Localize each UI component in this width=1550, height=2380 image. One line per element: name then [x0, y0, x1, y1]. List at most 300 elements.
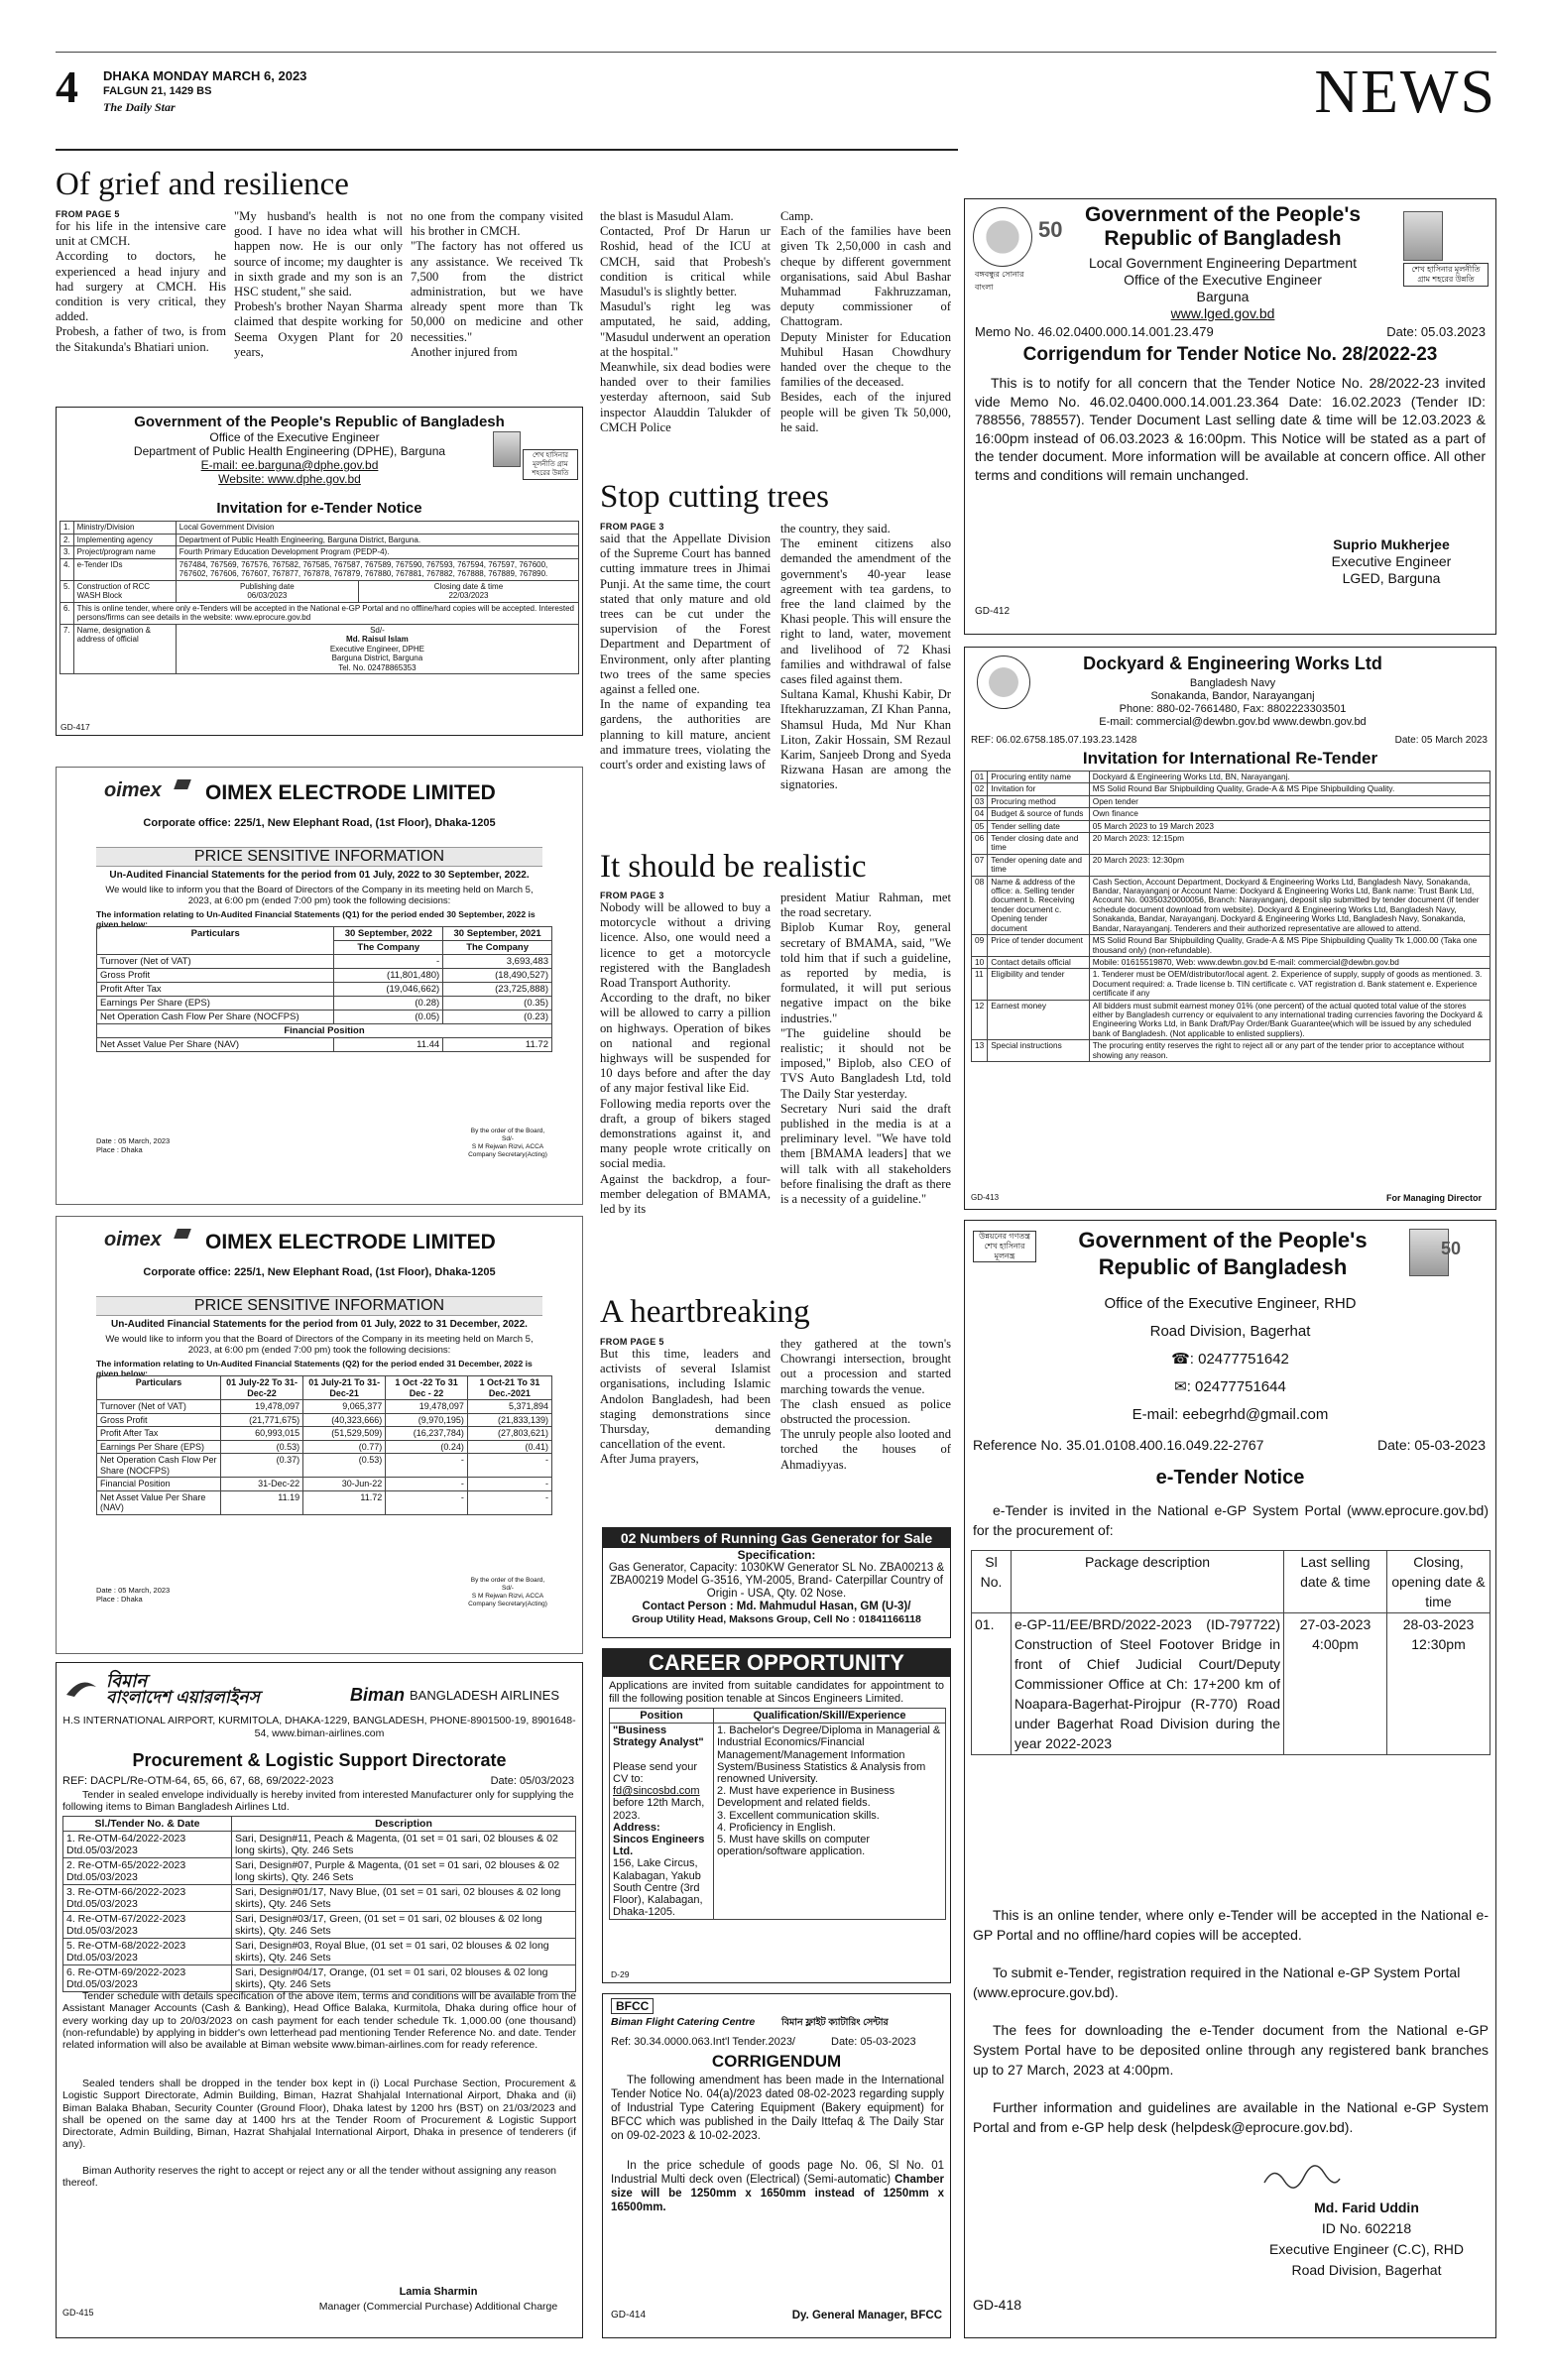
table-cell: (23,725,888): [443, 983, 552, 997]
table-row: [60, 534, 579, 546]
table-row: [972, 1000, 1490, 1040]
slogan-box: শেখ হাসিনার মূলনীতি গ্রাম শহরের উন্নতি: [1403, 263, 1489, 287]
org-name: Biman Flight Catering Centre: [611, 2016, 756, 2028]
signatory: Lamia Sharmin: [399, 2286, 478, 2298]
table-cell: 13: [972, 1040, 988, 1062]
table-cell: Turnover (Net of VAT): [97, 1400, 221, 1414]
table-cell: -: [386, 1478, 468, 1491]
fifty-logo-icon: 50: [1038, 217, 1063, 242]
table-row: [97, 1478, 552, 1491]
dockyard-logo-icon: [977, 655, 1030, 709]
table-row: [97, 1454, 552, 1478]
ref: Ref: 30.34.0000.063.Int'l Tender.2023/: [611, 2036, 795, 2048]
table-cell: e-Tender IDs: [73, 558, 176, 580]
ad-title: Government of the People's Republic of Bangladesh: [134, 414, 505, 430]
table-cell: Procuring method: [988, 795, 1090, 807]
table-cell: 4.: [60, 558, 74, 580]
ad-code: GD-417: [60, 722, 90, 732]
table-cell: (9,970,195): [386, 1413, 468, 1427]
table-row: [63, 1939, 576, 1965]
table-row: [63, 1965, 576, 1992]
table-cell: Implementing agency: [73, 534, 176, 546]
intro: Tender in sealed envelope individually is hereby invited from interested Manufacturer only for supplying the following items to Biman Bangladesh Airlines Ltd.: [62, 1789, 574, 1813]
table-row: [97, 1413, 552, 1427]
signature-block: Suprio Mukherjee Executive Engineer LGED, Barguna: [1331, 536, 1452, 586]
table-cell: 19,478,097: [386, 1400, 468, 1414]
company-address: Bangladesh Navy Sonakanda, Bandor, Narayanganj Phone: 880-02-7661480, Fax: 8802223303501 E-mail: commercial@dewbn.gov.bd www.dewbn.gov.bd: [1099, 677, 1367, 728]
table-cell: Gross Profit: [97, 969, 334, 983]
table-cell: 20 March 2023: 12:15pm: [1089, 833, 1490, 855]
table-cell: Fourth Primary Education Development Program (PEDP-4).: [176, 546, 578, 559]
table-row: [63, 1912, 576, 1939]
table-cell: 05: [972, 820, 988, 832]
table-cell: Dockyard & Engineering Works Ltd, BN, Narayanganj.: [1089, 772, 1490, 783]
table-row: [97, 983, 552, 997]
table-cell: -: [386, 1454, 468, 1478]
table-cell: (0.05): [334, 1011, 443, 1024]
headline-grief: Of grief and resilience: [56, 167, 349, 202]
table-cell: Ministry/Division: [73, 522, 176, 535]
table-row: [972, 808, 1490, 820]
table-cell: 03: [972, 795, 988, 807]
table-cell: Project/program name: [73, 546, 176, 559]
table-row: [60, 522, 579, 535]
oimex-q1-ad: [56, 767, 583, 1205]
gov-title: Government of the People's Republic of Bangladesh: [1078, 1228, 1368, 1279]
biman-brand-sub: BANGLADESH AIRLINES: [410, 1688, 559, 1703]
signature-scribble-icon: [1262, 2163, 1342, 2193]
portrait-icon: [493, 431, 521, 467]
table-cell: 09: [972, 935, 988, 957]
table-cell: (0.23): [443, 1011, 552, 1024]
table-row: 7. Name, designation & address of official Sd/- Md. Raisul Islam Executive Engineer, DPHE Barguna District, Barguna Tel. No. 02478865353: [60, 624, 579, 674]
table-cell: Mobile: 01615519870, Web: www.dewbn.gov.bd E-mail: commercial@dewbn.gov.bd: [1089, 956, 1490, 968]
table-cell: -: [334, 955, 443, 969]
office: Office of the Executive Engineer, RHD Road Division, Bagerhat ☎: 02477751642 ✉: 02477751644 E-mail: eebegrhd@gmail.com: [1104, 1295, 1357, 1423]
signatory-title: Manager (Commercial Purchase) Additional Charge: [318, 2301, 558, 2313]
memo: Memo No. 46.02.0400.000.14.001.23.479: [975, 324, 1214, 339]
table-cell: (0.35): [443, 997, 552, 1011]
office-address: Corporate office: 225/1, New Elephant Road, (1st Floor), Dhaka-1205: [143, 1266, 496, 1278]
fifty-logo-icon: 50: [1441, 1239, 1462, 1258]
dock-table: [971, 771, 1490, 1062]
table-cell: 11.72: [303, 1490, 386, 1514]
table-cell: Tender selling date: [988, 820, 1090, 832]
oimex2-table: Particulars 01 July-22 To 31-Dec-22 01 July-21 To 31-Dec-21 1 Oct -22 To 31 Dec - 22 1 Oct-21 To 31 Dec.-2021 Turnover (Net of VAT) 19,478,097 9,065,377 19,478,097 5,371,894 Gross Profit (21,771,675) (40,323,666) (9,970,195) (21,833,139) Profit After Tax 60,993,015 (51,529,509) (16,237,784) (27,803,621) Earnings Per Share (EPS) (0.53) (0.77) (0.24) (0.41) Net Operation Cash Flow Per Share (NOCFPS) (0.37) (0.53) - - Financial Position 31-Dec-22 30-Jun-22 - - Net Asset Value Per Share (NAV) 11.19 11.72 - -: [96, 1375, 552, 1515]
table-cell: 1. Re-OTM-64/2022-2023 Dtd.05/03/2023: [63, 1832, 232, 1858]
table-cell: Profit After Tax: [97, 983, 334, 997]
kicker: FROM PAGE 3: [600, 522, 664, 532]
table-cell: (11,801,480): [334, 969, 443, 983]
story2-col2: [780, 522, 951, 794]
oimex-q2-ad: [56, 1216, 583, 1654]
qualification-item: 2. Must have experience in Business Development and related fields.: [717, 1785, 895, 1810]
table-cell: 12: [972, 1000, 988, 1040]
kicker: FROM PAGE 5: [56, 209, 120, 219]
table-cell: Sari, Design#03, Royal Blue, (01 set = 01 sari, 02 blouses & 02 long skirts), Qty. 246 Sets: [232, 1939, 576, 1965]
lged-corrigendum-ad: [964, 198, 1496, 635]
notice-title: CORRIGENDUM: [711, 2052, 842, 2071]
ad-code: GD-418: [973, 2297, 1022, 2313]
table-cell: Profit After Tax: [97, 1427, 221, 1441]
table-row: [972, 833, 1490, 855]
qualification-item: 3. Excellent communication skills.: [717, 1809, 880, 1822]
qualification-item: 5. Must have skills on computer operation/software application.: [717, 1834, 871, 1858]
ad-email[interactable]: E-mail: ee.barguna@dphe.gov.bd: [200, 458, 379, 472]
para: In the price schedule of goods page No. 06, Sl No. 01 Industrial Multi deck oven (Electrical) (Semi-automatic) Chamber size will be 1250mm x 1650mm instead of 1250mm x 16500mm.: [611, 2160, 944, 2213]
spec-text: Gas Generator, Capacity: 1030KW Generator SL No. ZBA00213 & ZBA00219 Model G-3516, YM-2005, Brand- Caterpillar Country of Origin - USA, Qty. 02 Nose.: [608, 1562, 945, 1600]
bangladesh-emblem-icon: [973, 207, 1032, 267]
ad-website[interactable]: Website: www.dphe.gov.bd: [218, 472, 361, 486]
table-cell: Name & address of the office: a. Selling tender document b. Receiving tender document c. Opening tender document: [988, 876, 1090, 934]
signature-block: By the order of the Board, Sd/- S M Rejwan Rizvi, ACCA Company Secretary(Acting): [468, 1128, 547, 1158]
career-table: Position Qualification/Skill/Experience "Business Strategy Analyst" Please send your CV to: fd@sincosbd.com before 12th March, 2023. Address: Sincos Engineers Ltd. 156, Lake Circus, Kalabagan, Yakub South Centre (3rd Floor), Kalabagan, Dhaka-1205. 1. Bachelor's Degree/Diploma in Managerial & Industrial Economics/Financial Management/Management Information System/Business Statistics & Analysis from renowned University. 2. Must have experience in Business Development and related fields. 3. Excellent communication skills. 4. Proficiency in English. 5. Must have skills on computer operation/software application.: [609, 1708, 946, 1920]
ad-code: GD-415: [62, 2308, 94, 2318]
table-cell: Earnings Per Share (EPS): [97, 997, 334, 1011]
career-ad: [602, 1648, 951, 1983]
table-cell: 31-Dec-22: [221, 1478, 303, 1491]
contact: Contact Person : Md. Mahmudul Hasan, GM (U-3)/: [642, 1601, 911, 1612]
table-cell: (0.41): [467, 1440, 551, 1454]
table-cell: 6. Re-OTM-69/2022-2023 Dtd.05/03/2023: [63, 1965, 232, 1992]
table-row: 5. Construction of RCC WASH Block Publishing date 06/03/2023 Closing date & time 22/03/2023: [60, 580, 579, 602]
table-cell: The procuring entity reserves the right to reject all or any part of the tender prior to acceptance without showing any reason.: [1089, 1040, 1490, 1062]
table-cell: -: [386, 1490, 468, 1514]
table-cell: Earnest money: [988, 1000, 1090, 1040]
contact-phone: Group Utility Head, Maksons Group, Cell No : 01841166118: [632, 1613, 921, 1625]
meeting-note: We would like to inform you that the Board of Directors of the Company in its meeting held on March 5, 2023, at 6:00 pm (ended 7:00 pm) took the following decisions:: [105, 1334, 534, 1356]
table-row: [60, 558, 579, 580]
table-cell: (0.53): [221, 1440, 303, 1454]
story4-col1: [600, 1337, 771, 1469]
table-row: [972, 772, 1490, 783]
table-cell: Turnover (Net of VAT): [97, 955, 334, 969]
kicker: FROM PAGE 5: [600, 1337, 664, 1347]
table-row: [972, 783, 1490, 795]
date: Date : 05 March, 2023: [96, 1136, 171, 1145]
ad-code: GD-414: [611, 2310, 647, 2320]
table-cell: Financial Position: [97, 1478, 221, 1491]
oimex-logo: oimex: [104, 1229, 162, 1250]
email-link[interactable]: fd@sincosbd.com: [613, 1785, 700, 1798]
table-cell: Cash Section, Account Department, Dockyard & Engineering Works Ltd, Bangladesh Navy, Sonakanda, Bandar, Narayanganj or Account Name: Dockyard & Engineering Works Ltd, Bank name: Trust Bank Ltd, Account No. 00350320000056, Branch: Narayanganj, deposit slip submitted by tender document (if tender schedule document download from website). Dockyard & Engineering Works Ltd, Bangladesh Navy, Sonakanda, Bandar, Narayanganj. Dockyard & Engineering Works Ltd, Bangladesh Navy, Sonakanda, Bandar, Narayanganj. Tenderers and their authorized representative are allowed to attend.: [1089, 876, 1490, 934]
table-cell: Price of tender document: [988, 935, 1090, 957]
table-cell: 2. Re-OTM-65/2022-2023 Dtd.05/03/2023: [63, 1858, 232, 1885]
table-cell: Eligibility and tender: [988, 969, 1090, 1000]
table-row: [972, 1040, 1490, 1062]
ad-title: 02 Numbers of Running Gas Generator for Sale: [603, 1528, 950, 1548]
slogan-box: শেখ হাসিনার মূলনীতি গ্রাম শহরের উন্নতি: [523, 449, 578, 480]
notice-title: e-Tender Notice: [1155, 1467, 1305, 1488]
table-cell: 4. Re-OTM-67/2022-2023 Dtd.05/03/2023: [63, 1912, 232, 1939]
table-row: [972, 935, 1490, 957]
table-cell: 11: [972, 969, 988, 1000]
table-cell: Budget & source of funds: [988, 808, 1090, 820]
ad-line: Office of the Executive Engineer: [209, 430, 380, 444]
rhd-table: Sl No. Package description Last selling date & time Closing, opening date & time 01. e-GP-11/EE/BRD/2022-2023 (ID-797722) Construction of Steel Footover Bridge in front of Chief Judicial Court/Deputy Commissioner Office at Ch: 17+200 km of Noapara-Bagerhat-Pirojpur (R-770) Road under Bagerhat Road Division during the year 2022-2023 27-03-2023 4:00pm 28-03-2023 12:30pm: [971, 1550, 1490, 1755]
para: Biman Authority reserves the right to accept or reject any or all the tender without assigning any reason thereof.: [62, 2165, 557, 2190]
office: Local Government Engineering Department Office of the Executive Engineer Barguna www.lged.gov.bd: [1064, 255, 1381, 322]
logo-caption: বঙ্গবন্ধুর সোনার বাংলা: [975, 270, 1024, 292]
signatory: For Managing Director: [1385, 1193, 1482, 1203]
story1-col4: [600, 209, 771, 436]
ref: REF: 06.02.6758.185.07.193.23.1428: [971, 735, 1137, 746]
table-row: [60, 546, 579, 559]
page-number: 4: [56, 61, 78, 112]
table-cell: (0.77): [303, 1440, 386, 1454]
table-row: [63, 1858, 576, 1885]
story-text: they gathered at the town's Chowrangi intersection, brought out a procession and started marching towards the venue. The clash ensued as police obstructed the procession. The unruly people also looted and torched the houses of Ahmadiyyas.: [780, 1337, 951, 1472]
table-cell: Sari, Design#11, Peach & Magenta, (01 set = 01 sari, 02 blouses & 02 long skirts), Qty. 246 Sets: [232, 1832, 576, 1858]
info-line: The information relating to Un-Audited Financial Statements (Q2) for the period ended 31 December, 2022 is given below:: [96, 1359, 533, 1378]
para: The following amendment has been made in the International Tender Notice No. 04(a)/2023 dated 08-02-2023 regarding supply of Industrial Type Catering Equipment (Bakery equipment) for BFCC which was published in the Daily Ittefaq & The Daily Star on 09-02-2023 & 10-02-2023.: [611, 2075, 944, 2142]
rhd-tender-ad: [964, 1220, 1496, 2338]
dateline: DHAKA MONDAY MARCH 6, 2023: [103, 68, 307, 83]
table-cell: Net Operation Cash Flow Per Share (NOCFPS): [97, 1454, 221, 1478]
table-cell: MS Solid Round Bar Shipbuilding Quality, Grade-A & MS Pipe Shipbuilding Quality.: [1089, 783, 1490, 795]
story3-col1: [600, 891, 771, 1218]
table-cell: Special instructions: [988, 1040, 1090, 1062]
website-link[interactable]: www.lged.gov.bd: [1170, 305, 1275, 321]
table-cell: (21,771,675): [221, 1413, 303, 1427]
office-address: Corporate office: 225/1, New Elephant Road, (1st Floor), Dhaka-1205: [143, 817, 496, 829]
date: Date: 05.03.2023: [1386, 324, 1486, 339]
info-line: The information relating to Un-Audited Financial Statements (Q1) for the period ended 30 September, 2022 is given below:: [96, 909, 536, 929]
directorate: Procurement & Logistic Support Directorate: [132, 1750, 507, 1770]
table-row: [97, 1440, 552, 1454]
table-cell: 01: [972, 772, 988, 783]
story1-col2: [234, 209, 403, 361]
signatory: Dy. General Manager, BFCC: [791, 2310, 942, 2321]
biman-logo-icon: [64, 1673, 98, 1703]
table-cell: Sari, Design#07, Purple & Magenta, (01 set = 01 sari, 02 blouses & 02 long skirts), Qty. 246 Sets: [232, 1858, 576, 1885]
para: Tender schedule with details specification of the above item, terms and conditions will be available from the Assistant Manager Accounts (Cash & Banking), Head Office Balaka, Kurmitola, Dhaka during office hour of every working day up to 20/03/2023 on cash payment for each tender schedule Tk. 1,000.00 (one thousand) (non-refundable) by applying in bidder's own letterhead pad mentioning Tender Reference No. and date. Tender related information will also be available at Biman website www.biman-airlines.com for ready reference.: [62, 1990, 576, 2052]
table-cell: (0.28): [334, 997, 443, 1011]
table-row: [97, 969, 552, 983]
ref: REF: DACPL/Re-OTM-64, 65, 66, 67, 68, 69/2022-2023: [62, 1775, 334, 1787]
date: Date : 05 March, 2023: [96, 1586, 171, 1595]
ad-title: CAREER OPPORTUNITY: [603, 1649, 950, 1677]
table-cell: Department of Public Health Engineering, Barguna District, Barguna.: [176, 534, 578, 546]
table-cell: (19,046,662): [334, 983, 443, 997]
table-cell: 19,478,097: [221, 1400, 303, 1414]
ref: Reference No. 35.01.0108.400.16.049.22-2767: [973, 1437, 1264, 1453]
masthead: [56, 52, 1496, 126]
rule: [56, 149, 958, 151]
table-cell: Procuring entity name: [988, 772, 1090, 783]
story-text: said that the Appellate Division of the Supreme Court has banned cutting immature trees in Jhimai Punji. At the same time, the court stated that only mature and old trees can be cut under the supervision of the Forest Department and Department of Environment, only after planting two trees of the same species against a felled one. In the name of expanding tea gardens, the authorities are planning to kill mature, ancient and immature trees, violating the court's order and existing laws of: [600, 532, 771, 773]
bfcc-corrigendum-ad: [602, 1993, 951, 2338]
oimex-logo: oimex: [104, 779, 162, 801]
slogan-box: উন্নয়নের গণতন্ত্র শেখ হাসিনার মূলনন্ত্র: [973, 1231, 1036, 1262]
headline-trees: Stop cutting trees: [600, 479, 829, 515]
period: Un-Audited Financial Statements for the period from 01 July, 2022 to 31 December, 2022.: [111, 1319, 528, 1330]
dphe-tender-ad: [56, 407, 583, 736]
ad-line: Department of Public Health Engineering (DPHE), Barguna: [133, 444, 446, 458]
para: Sealed tenders shall be dropped in the tender box kept in (i) Local Purchase Section, Procurement & Logistic Support Directorate, Admin Building, Biman, Hazrat Shahjalal International Airport, Dhaka and (ii) Biman Balaka Bhaban, Security Counter (Ground Floor), Dhaka latest by 1200 hrs (BST) on 21/03/2023 and shall be opened on the same day at 1400 hrs at the Tender Room of Procurement & Logistic Support Directorate, Admin Building, Biman, Hazrat Shahjalal International Airport, Dhaka in presence of tenderers (if any).: [62, 2078, 576, 2151]
company-name: OIMEX ELECTRODE LIMITED: [205, 1231, 496, 1253]
story1-col1: [56, 209, 226, 356]
story-text: the blast is Masudul Alam. Contacted, Prof Dr Harun ur Roshid, head of the ICU at CMCH, said that Probesh's condition is critical while Masudul's is slightly better. Masudul's right leg was amputated, he said, adding, "Masudul underwent an operation at the hospital." Meanwhile, six dead bodies were handed over to their families yesterday afternoon, said Sub inspector Alauddin Talukder of CMCH Police: [600, 209, 771, 434]
body: This is to notify for all concern that the Tender Notice No. 28/2022-23 invited vide Memo No. 46.02.0400.000.14.001.23.364 Date: 16.02.2023 (Tender ID: 788556, 788557). Tender Document Last selling date & time will be 12.03.2023 & 16:00pm instead of 06.03.2023 & 16:00pm. This Notice will be stated as a part of the tender document. More information will be available at concern office. All other terms and conditions will remain unchanged.: [975, 375, 1486, 483]
intro: e-Tender is invited in the National e-GP System Portal (www.eprocure.gov.bd) for the procurement of:: [973, 1502, 1489, 1538]
qualification-item: 4. Proficiency in English.: [717, 1821, 836, 1834]
table-row: [972, 854, 1490, 876]
table-cell: 1. Tenderer must be OEM/distributor/local agent. 2. Experience of supply, supply of goods as mentioned. 3. Document required: a. Trade license b. TIN certificate c. VAT registration d. Bank statement e. Experience certificate if any: [1089, 969, 1490, 1000]
table-cell: 2.: [60, 534, 74, 546]
biman-brand: Biman: [350, 1685, 406, 1705]
dphe-table: [60, 521, 579, 674]
table-cell: Net Asset Value Per Share (NAV): [97, 1490, 221, 1514]
table-cell: All bidders must submit earnest money 01% (one percent) of the actual quoted total value of the stores either by Bangladesh currency or equivalent to any international trading currencies favoring the Dockyard & Engineering Works Ltd, in Bank Draft/Pay Order/Bank Guarantee(which will be issued by any scheduled bank of Bangladesh. (Not applicable to enlisted suppliers).: [1089, 1000, 1490, 1040]
table-cell: 10: [972, 956, 988, 968]
table-cell: (0.53): [303, 1454, 386, 1478]
notice-title: Invitation for e-Tender Notice: [216, 500, 422, 517]
table-cell: -: [467, 1454, 551, 1478]
table-cell: (21,833,139): [467, 1413, 551, 1427]
table-cell: 02: [972, 783, 988, 795]
table-cell: 07: [972, 854, 988, 876]
signature-block: By the order of the Board, Sd/- S M Rejwan Rizvi, ACCA Company Secretary(Acting): [468, 1577, 547, 1607]
biman-tender-ad: [56, 1662, 583, 2338]
table-cell: Own finance: [1089, 808, 1490, 820]
story1-col3: [411, 209, 583, 361]
table-cell: (27,803,621): [467, 1427, 551, 1441]
table-cell: (51,529,509): [303, 1427, 386, 1441]
table-row: 6. This is online tender, where only e-Tenders will be accepted in the National e-GP Portal and no offline/hard copies will be accepted. Interested persons/firms can see details in the website: www.eprocure.gov.bd: [60, 602, 579, 624]
oimex1-table: Particulars 30 September, 2022 30 September, 2021 The Company The Company Turnover (Net of VAT) - 3,693,483 Gross Profit (11,801,480) (18,490,527) Profit After Tax (19,046,662) (23,725,888) Earnings Per Share (EPS) (0.28) (0.35) Net Operation Cash Flow Per Share (NOCFPS) (0.05) (0.23) Financial Position Net Asset Value Per Share (NAV) 11.44 11.72: [96, 926, 552, 1052]
table-cell: 11.19: [221, 1490, 303, 1514]
table-cell: MS Solid Round Bar Shipbuilding Quality, Grade-A & MS Pipe Shipbuilding Quality Tk 1,000.00 (Taka one thousand only) (non-refundable).: [1089, 935, 1490, 957]
ad-code: D-29: [611, 1969, 630, 1979]
table-row: [972, 956, 1490, 968]
notice-title: Corrigendum for Tender Notice No. 28/2022-23: [1022, 344, 1438, 365]
logo-mark-icon: [174, 1229, 191, 1239]
logo-mark-icon: [174, 779, 191, 789]
portrait-icon: [1403, 211, 1443, 261]
story-text: Camp. Each of the families have been given Tk 2,50,000 in cash and cheque by different government organisations, said Abul Bashar Muhammad Fakhruzzaman, deputy commissioner of Chattogram. Deputy Minister for Education Muhibul Hasan Chowdhury handed over the cheque to the families of the deceased. Besides, each of the injured people will be given Tk 50,000, he said.: [780, 209, 951, 434]
headline-heartbreaking: A heartbreaking: [600, 1294, 810, 1330]
kicker: FROM PAGE 3: [600, 891, 664, 900]
para: To submit e-Tender, registration required in the National e-GP System Portal (www.eprocure.gov.bd).: [973, 1964, 1461, 2000]
company-name: OIMEX ELECTRODE LIMITED: [205, 781, 496, 804]
table-row: [97, 1011, 552, 1024]
table-row: [972, 876, 1490, 934]
spec-label: Specification:: [737, 1548, 816, 1562]
story1-col5: [780, 209, 951, 436]
bangla-date: FALGUN 21, 1429 BS: [103, 85, 212, 97]
table-cell: Net Operation Cash Flow Per Share (NOCFPS): [97, 1011, 334, 1024]
table-cell: Tender closing date and time: [988, 833, 1090, 855]
table-cell: (0.24): [386, 1440, 468, 1454]
table-cell: 08: [972, 876, 988, 934]
paper-logo: The Daily Star: [103, 100, 176, 114]
table-cell: 3. Re-OTM-66/2022-2023 Dtd.05/03/2023: [63, 1885, 232, 1912]
table-row: [972, 795, 1490, 807]
story-text: no one from the company visited his brother in CMCH. "The factory has not offered us any assistance. We received Tk 7,500 from the district administration, but we have already spent more than Tk 50,000 on medicine and other necessities." Another injured from: [411, 209, 583, 359]
table-row: [972, 820, 1490, 832]
table-cell: Invitation for: [988, 783, 1090, 795]
table-cell: Contact details official: [988, 956, 1090, 968]
para: Further information and guidelines are available in the National e-GP System Portal and from e-GP help desk (helpdesk@eprocure.gov.bd).: [973, 2099, 1489, 2135]
table-row: [97, 1427, 552, 1441]
story2-col1: [600, 522, 771, 774]
table-cell: (0.37): [221, 1454, 303, 1478]
table-cell: 04: [972, 808, 988, 820]
headline-realistic: It should be realistic: [600, 849, 867, 885]
table-row: [63, 1832, 576, 1858]
table-row: [63, 1885, 576, 1912]
org-name-bangla: বিমান ফ্লাইট ক্যাটারিং সেন্টার: [781, 2017, 889, 2028]
table-cell: 06: [972, 833, 988, 855]
table-row: 01. e-GP-11/EE/BRD/2022-2023 (ID-797722) Construction of Steel Footover Bridge in front of Chief Judicial Court/Deputy Commissioner Office at Ch: 17+200 km of Noapara-Bagerhat-Pirojpur (R-770) Road under Bagerhat Road Division during the year 2022-2023 27-03-2023 4:00pm 28-03-2023 12:30pm: [972, 1613, 1490, 1755]
story-text: "My husband's health is not good. I have no idea what will happen now. He is our only source of income; my daughter is in sixth grade and my son is an HSC student," she said. Probesh's brother Nayan Sharma claimed that despite working for Seema Oxygen Plant for 20 years,: [234, 209, 403, 359]
table-cell: Open tender: [1089, 795, 1490, 807]
story3-col2: [780, 891, 951, 1208]
place: Place : Dhaka: [96, 1595, 143, 1604]
table-row: [972, 969, 1490, 1000]
address: H.S INTERNATIONAL AIRPORT, KURMITOLA, DHAKA-1229, BANGLADESH, PHONE-8901500-19, 8901648-54, www.biman-airlines.com: [62, 1715, 576, 1739]
table-row: [97, 997, 552, 1011]
table-cell: Earnings Per Share (EPS): [97, 1440, 221, 1454]
biman-bangla-name: বাংলাদেশ এয়ারলাইনস: [106, 1688, 260, 1707]
table-cell: Gross Profit: [97, 1413, 221, 1427]
dockyard-retender-ad: [964, 647, 1496, 1210]
company-name: Dockyard & Engineering Works Ltd: [1083, 654, 1382, 673]
psi-banner: PRICE SENSITIVE INFORMATION: [96, 1296, 542, 1316]
table-cell: 767484, 767569, 767576, 767582, 767585, 767587, 767589, 767590, 767593, 767594, 767597, 767600, 767602, 767606, 767607, 767877, 767878, 767879, 767880, 767881, 767882, 767888, 767889, 767890.: [176, 558, 578, 580]
story-text: Nobody will be allowed to buy a motorcycle without a driving licence. Also, one would need a licence to get a motorcycle registered with the Bangladesh Road Transport Authority. According to the draft, no biker will be allowed to carry a pillion on highways. Operation of bikes on national and regional highways will be suspended for 10 days before and after the day of any major festival like Eid. Following media reports over the draft, a group of bikers staged demonstrations against it, and many people wrote critically on social media. Against the backdrop, a four-member delegation of BMAMA, led by its: [600, 900, 771, 1217]
table-cell: 60,993,015: [221, 1427, 303, 1441]
psi-banner: PRICE SENSITIVE INFORMATION: [96, 847, 542, 867]
table-cell: (16,237,784): [386, 1427, 468, 1441]
table-row: [97, 955, 552, 969]
table-cell: 3.: [60, 546, 74, 559]
meeting-note: We would like to inform you that the Board of Directors of the Company in its meeting held on March 5, 2023, at 6:00 pm (ended 7:00 pm) took the following decisions:: [105, 885, 534, 906]
signature-block: Md. Farid Uddin ID No. 602218 Executive Engineer (C.C), RHD Road Division, Bagerhat: [1268, 2200, 1465, 2278]
ad-code: GD-413: [971, 1193, 1000, 1202]
table-row: [97, 1490, 552, 1514]
biman-table: Sl./Tender No. & Date Description 1. Re-OTM-64/2022-2023 Dtd.05/03/2023 Sari, Design#11, Peach & Magenta, (01 set = 01 sari, 02 blouses & 02 long skirts), Qty. 246 Sets 2. Re-OTM-65/2022-2023 Dtd.05/03/2023 Sari, Design#07, Purple & Magenta, (01 set = 01 sari, 02 blouses & 02 long skirts), Qty. 246 Sets 3. Re-OTM-66/2022-2023 Dtd.05/03/2023 Sari, Design#01/17, Navy Blue, (01 set = 01 sari, 02 blouses & 02 long skirts), Qty. 246 Sets 4. Re-OTM-67/2022-2023 Dtd.05/03/2023 Sari, Design#03/17, Green, (01 set = 01 sari, 02 blouses & 02 long skirts), Qty. 246 Sets 5. Re-OTM-68/2022-2023 Dtd.05/03/2023 Sari, Design#03, Royal Blue, (01 set = 01 sari, 02 blouses & 02 long skirts), Qty. 246 Sets 6. Re-OTM-69/2022-2023 Dtd.05/03/2023 Sari, Design#04/17, Orange, (01 set = 01 sari, 02 blouses & 02 long skirts), Qty. 246 Sets: [62, 1816, 576, 1992]
gov-title: Government of the People's Republic of Bangladesh: [1084, 203, 1362, 250]
qualification-item: 1. Bachelor's Degree/Diploma in Managerial & Industrial Economics/Financial Management/Management Information System/Business Statistics & Analysis from renowned University.: [717, 1725, 941, 1786]
table-cell: Sari, Design#03/17, Green, (01 set = 01 sari, 02 blouses & 02 long skirts), Qty. 246 Sets: [232, 1912, 576, 1939]
table-cell: Local Government Division: [176, 522, 578, 535]
place: Place : Dhaka: [96, 1145, 143, 1154]
table-cell: Sari, Design#01/17, Navy Blue, (01 set = 01 sari, 02 blouses & 02 long skirts), Qty. 246 Sets: [232, 1885, 576, 1912]
table-cell: 1.: [60, 522, 74, 535]
story4-col2: [780, 1337, 951, 1474]
table-cell: 5,371,894: [467, 1400, 551, 1414]
para: The fees for downloading the e-Tender document from the National e-GP System Portal have to be deposited online through any registered bank branches up to 27 March, 2023 at 4:00pm.: [973, 2022, 1489, 2078]
period: Un-Audited Financial Statements for the period from 01 July, 2022 to 30 September, 2022.: [109, 870, 530, 881]
date: Date: 05-03-2023: [831, 2036, 916, 2048]
para: This is an online tender, where only e-Tender will be accepted in the National e-GP Portal and no offline/hard copies will be accepted.: [973, 1907, 1489, 1943]
table-cell: 9,065,377: [303, 1400, 386, 1414]
biman-bangla: বিমান: [106, 1671, 148, 1691]
table-cell: Sari, Design#04/17, Orange, (01 set = 01 sari, 02 blouses & 02 long skirts), Qty. 246 Sets: [232, 1965, 576, 1992]
table-cell: -: [467, 1490, 551, 1514]
table-cell: (18,490,527): [443, 969, 552, 983]
notice-title: Invitation for International Re-Tender: [1082, 749, 1378, 768]
ad-code: GD-412: [975, 606, 1011, 617]
table-cell: -: [467, 1478, 551, 1491]
section-title: NEWS: [1314, 59, 1496, 126]
table-cell: (40,323,666): [303, 1413, 386, 1427]
story-text: for his life in the intensive care unit at CMCH. According to doctors, he experienced a head injury and had surgery at CMCH. His condition is very critical, they added. Probesh, a father of two, is from the Sitakunda's Bhatiari union.: [56, 219, 226, 354]
story-text: president Matiur Rahman, met the road secretary. Biplob Kumar Roy, general secretary of BMAMA, said, "We told him that if such a guideline, as reported by media, is formulated, it will put serious negative impact on the bike industries." "The guideline should be realistic; it should not be imposed," Biplob, also CEO of TVS Auto Bangladesh Ltd, told The Daily Star yesterday. Secretary Nuri said the draft published in the media is at a preliminary level. "We have told them [BMAMA leaders] that we will talk with all stakeholders before finalising the draft as there is a necessity of a guideline.": [780, 891, 951, 1207]
table-cell: 05 March 2023 to 19 March 2023: [1089, 820, 1490, 832]
